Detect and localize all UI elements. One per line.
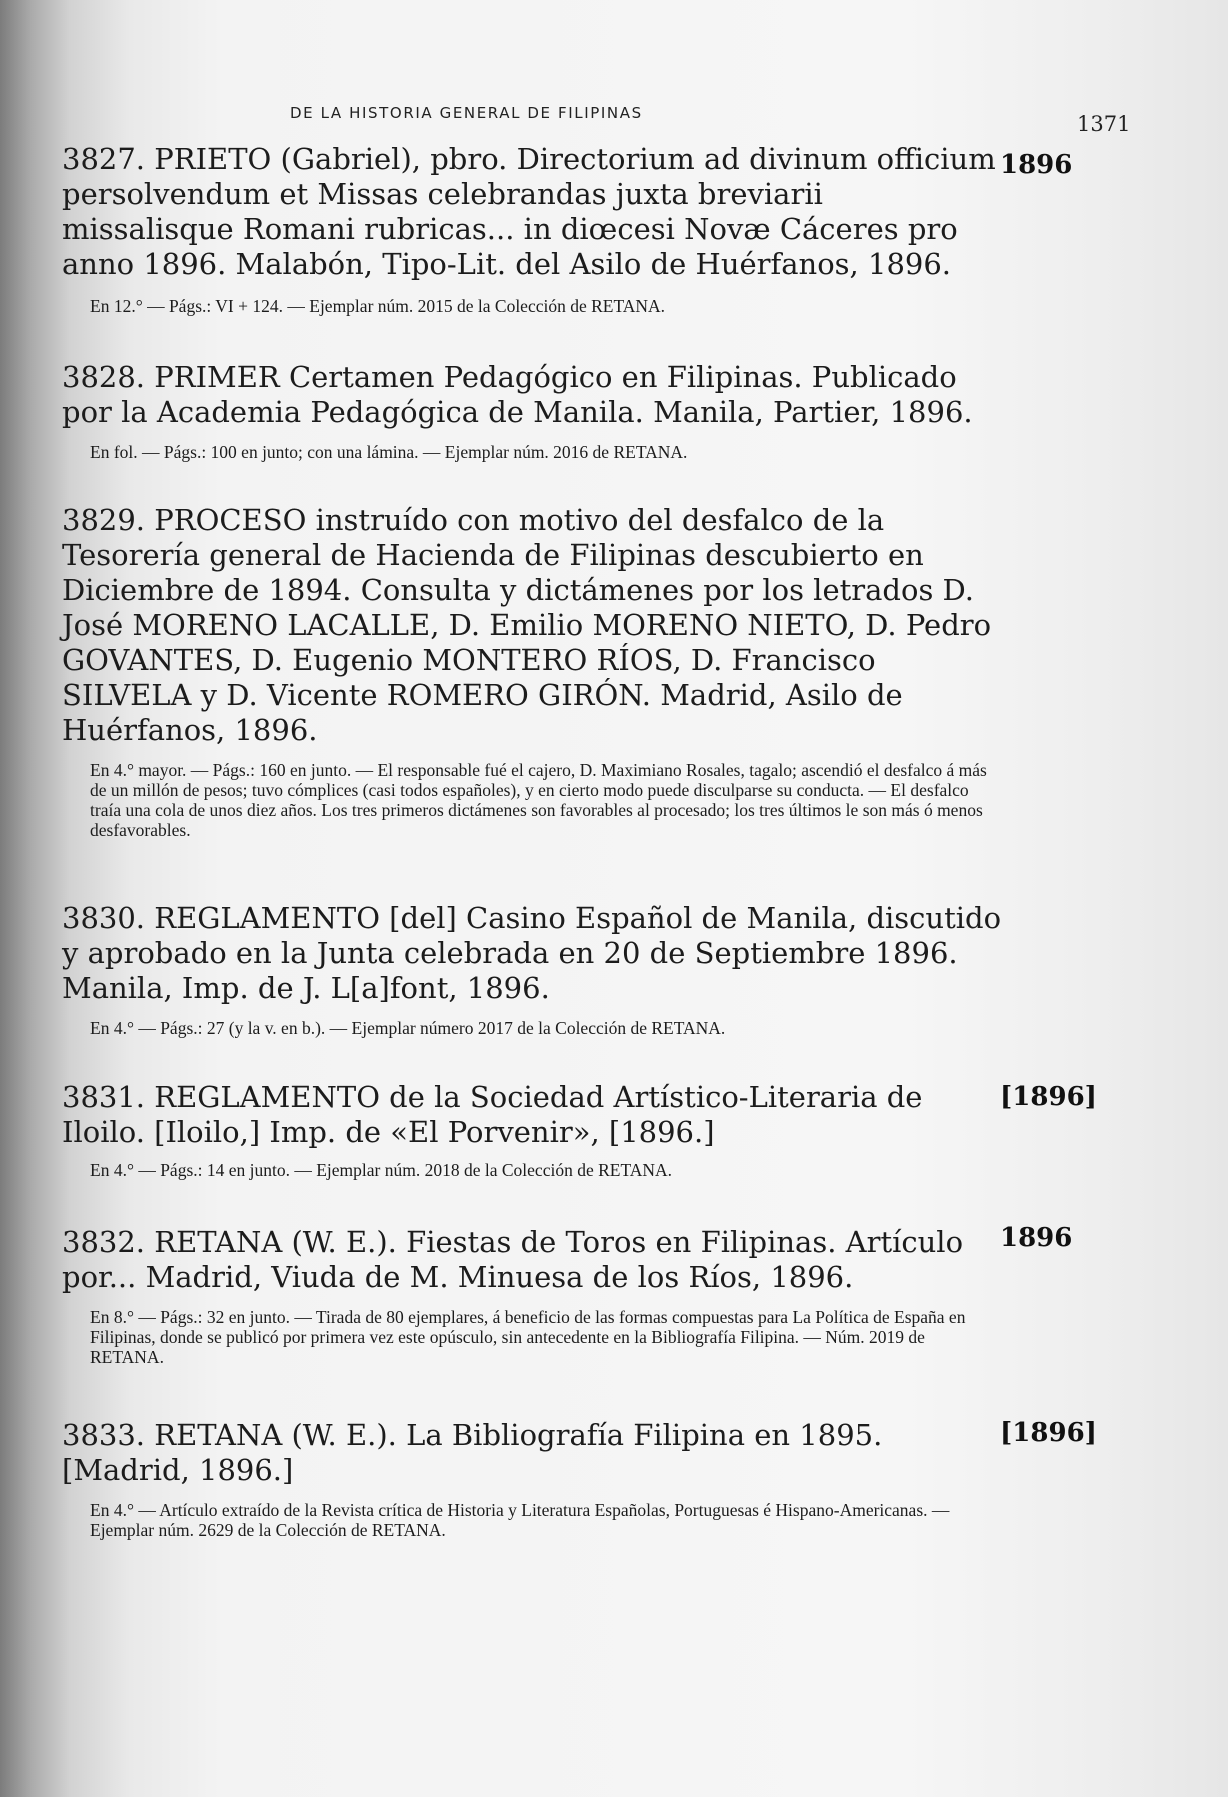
entry-text: 3831. REGLAMENTO de la Sociedad Artístico-Literaria de Iloilo. [Iloilo,] Imp. de «El Porvenir», [1896.]	[62, 1080, 923, 1149]
bibliography-entry-3831	[62, 1080, 1002, 1180]
entry-year: 1896	[1000, 1223, 1073, 1253]
entry-note: En fol. — Págs.: 100 en junto; con una lámina. — Ejemplar núm. 2016 de RETANA.	[90, 442, 688, 462]
entry-note: En 4.° — Págs.: 27 (y la v. en b.). — Ejemplar número 2017 de la Colección de RETANA.	[90, 1018, 726, 1038]
entry-note: En 12.° — Págs.: VI + 124. — Ejemplar núm. 2015 de la Colección de RETANA.	[90, 296, 666, 316]
running-header: DE LA HISTORIA GENERAL DE FILIPINAS	[290, 104, 643, 122]
entry-text: 3833. RETANA (W. E.). La Bibliografía Filipina en 1895. [Madrid, 1896.]	[62, 1418, 883, 1487]
entry-text: 3830. REGLAMENTO [del] Casino Español de Manila, discutido y aprobado en la Junta celebrada en 20 de Septiembre 1896. Manila, Imp. de J. L[a]font, 1896.	[62, 901, 1002, 1005]
entry-note: En 8.° — Págs.: 32 en junto. — Tirada de 80 ejemplares, á beneficio de las formas compuestas para La Política de España en Filipinas, donde se publicó por primera vez este opúsculo, sin antecedente en la Bibliografía Filipina. — Núm. 2019 de RETANA.	[90, 1307, 966, 1367]
bibliography-entry-3833	[62, 1418, 1002, 1540]
bibliography-entry-3829	[62, 503, 1002, 840]
entry-text: 3832. RETANA (W. E.). Fiestas de Toros en Filipinas. Artículo por... Madrid, Viuda de M. Minuesa de los Ríos, 1896.	[62, 1225, 964, 1294]
bibliography-entry-3828	[62, 360, 1002, 462]
entry-note: En 4.° mayor. — Págs.: 160 en junto. — El responsable fué el cajero, D. Maximiano Rosales, tagalo; ascendió el desfalco á más de un millón de pesos; tuvo cómplices (casi todos españoles), y en cierto modo puede disculparse su conducta. — El desfalco traía una cola de unos diez años. Los tres primeros dictámenes son favorables al procesado; los tres últimos le son más ó menos desfavorables.	[90, 760, 987, 840]
entry-text: 3827. PRIETO (Gabriel), pbro. Directorium ad divinum officium persolvendum et Missas celebrandas juxta breviarii missalisque Romani rubricas... in diœcesi Novæ Cáceres pro anno 1896. Malabón, Tipo-Lit. del Asilo de Huérfanos, 1896.	[62, 142, 996, 281]
bibliography-entry-3830	[62, 901, 1002, 1038]
entry-year: 1896	[1000, 150, 1073, 180]
entry-year: [1896]	[1000, 1418, 1097, 1448]
entry-note: En 4.° — Págs.: 14 en junto. — Ejemplar núm. 2018 de la Colección de RETANA.	[90, 1160, 673, 1180]
bibliography-entry-3832	[62, 1225, 1002, 1367]
page-number: 1371	[1077, 112, 1131, 136]
entry-year: [1896]	[1000, 1082, 1097, 1112]
bibliography-entry-3827	[62, 142, 1002, 316]
entry-text: 3828. PRIMER Certamen Pedagógico en Filipinas. Publicado por la Academia Pedagógica de Manila. Manila, Partier, 1896.	[62, 360, 973, 429]
entry-text: 3829. PROCESO instruído con motivo del desfalco de la Tesorería general de Hacienda de Filipinas descubierto en Diciembre de 1894. Consulta y dictámenes por los letrados D. José MORENO LACALLE, D. Emilio MORENO NIETO, D. Pedro GOVANTES, D. Eugenio MONTERO RÍOS, D. Francisco SILVELA y D. Vicente ROMERO GIRÓN. Madrid, Asilo de Huérfanos, 1896.	[62, 503, 992, 747]
entry-note: En 4.° — Artículo extraído de la Revista crítica de Historia y Literatura Españolas, Portuguesas é Hispano-Americanas. — Ejemplar núm. 2629 de la Colección de RETANA.	[90, 1500, 950, 1540]
